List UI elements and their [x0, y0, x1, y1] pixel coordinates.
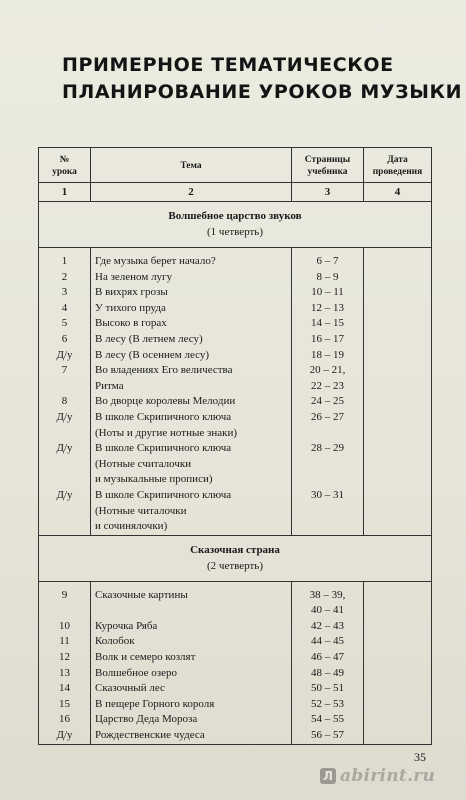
- table-row: [39, 697, 432, 713]
- lesson-number-cell: 11: [39, 634, 91, 650]
- pages-cell: [292, 457, 364, 473]
- title-line-2: ПЛАНИРОВАНИЕ УРОКОВ МУЗЫКИ: [62, 81, 463, 103]
- date-cell: [364, 472, 432, 488]
- table-row: [39, 634, 432, 650]
- lesson-number-cell: 3: [39, 285, 91, 301]
- column-number: 2: [91, 183, 292, 202]
- date-cell: [364, 441, 432, 457]
- date-cell: [364, 619, 432, 635]
- date-cell: [364, 426, 432, 442]
- lesson-number-cell: [39, 379, 91, 395]
- lesson-number-cell: Д/у: [39, 488, 91, 504]
- topic-cell: В вихрях грозы: [91, 285, 292, 301]
- lesson-number-cell: [39, 457, 91, 473]
- pages-cell: 40 – 41: [292, 603, 364, 619]
- date-cell: [364, 728, 432, 744]
- pages-cell: 44 – 45: [292, 634, 364, 650]
- topic-cell: В лесу (В осеннем лесу): [91, 348, 292, 364]
- watermark-text: abirint.ru: [340, 766, 436, 786]
- table-row: [39, 457, 432, 473]
- date-cell: [364, 666, 432, 682]
- lesson-number-cell: 8: [39, 394, 91, 410]
- pages-cell: 20 – 21,: [292, 363, 364, 379]
- lesson-number-cell: Д/у: [39, 348, 91, 364]
- table-row: [39, 379, 432, 395]
- header-row: [39, 148, 432, 183]
- lesson-number-cell: 7: [39, 363, 91, 379]
- table-row: [39, 519, 432, 535]
- pages-cell: 10 – 11: [292, 285, 364, 301]
- lesson-number-cell: 1: [39, 254, 91, 270]
- title-line-1: ПРИМЕРНОЕ ТЕМАТИЧЕСКОЕ: [62, 54, 394, 76]
- topic-cell: (Нотные читалочки: [91, 504, 292, 520]
- lesson-number-cell: [39, 603, 91, 619]
- column-number: 3: [292, 183, 364, 202]
- pages-cell: 28 – 29: [292, 441, 364, 457]
- lesson-number-cell: 9: [39, 588, 91, 604]
- table-row: [39, 301, 432, 317]
- header-topic: Тема: [91, 148, 292, 183]
- pages-cell: 38 – 39,: [292, 588, 364, 604]
- lesson-number-cell: [39, 472, 91, 488]
- lesson-number-cell: 13: [39, 666, 91, 682]
- lesson-number-cell: [39, 519, 91, 535]
- date-cell: [364, 363, 432, 379]
- pages-cell: 22 – 23: [292, 379, 364, 395]
- pages-cell: [292, 504, 364, 520]
- date-cell: [364, 394, 432, 410]
- date-cell: [364, 488, 432, 504]
- topic-cell: Рождественские чудеса: [91, 728, 292, 744]
- lesson-plan-table: [38, 147, 432, 745]
- pages-cell: 30 – 31: [292, 488, 364, 504]
- lesson-number-cell: 4: [39, 301, 91, 317]
- date-cell: [364, 254, 432, 270]
- pages-cell: 56 – 57: [292, 728, 364, 744]
- pages-cell: 50 – 51: [292, 681, 364, 697]
- date-cell: [364, 379, 432, 395]
- table-row: [39, 348, 432, 364]
- topic-cell: Курочка Ряба: [91, 619, 292, 635]
- topic-cell: (Ноты и другие нотные знаки): [91, 426, 292, 442]
- table-row: [39, 504, 432, 520]
- topic-cell: В школе Скрипичного ключа: [91, 441, 292, 457]
- lesson-number-cell: Д/у: [39, 441, 91, 457]
- lesson-number-cell: [39, 504, 91, 520]
- table-row: [39, 619, 432, 635]
- table-row: [39, 441, 432, 457]
- column-number-row: [39, 183, 432, 202]
- date-cell: [364, 681, 432, 697]
- date-cell: [364, 270, 432, 286]
- header-num: № урока: [39, 148, 91, 183]
- topic-cell: Высоко в горах: [91, 316, 292, 332]
- topic-cell: Волшебное озеро: [91, 666, 292, 682]
- page-title: [62, 52, 463, 106]
- header-date: Дата проведения: [364, 148, 432, 183]
- table-row: [39, 254, 432, 270]
- pages-cell: 24 – 25: [292, 394, 364, 410]
- topic-cell: Сказочные картины: [91, 588, 292, 604]
- date-cell: [364, 588, 432, 604]
- lesson-number-cell: 16: [39, 712, 91, 728]
- lesson-number-cell: [39, 426, 91, 442]
- section-period: (1 четверть): [207, 226, 263, 238]
- pages-cell: 12 – 13: [292, 301, 364, 317]
- topic-cell: В школе Скрипичного ключа: [91, 488, 292, 504]
- date-cell: [364, 504, 432, 520]
- section-period: (2 четверть): [207, 559, 263, 572]
- lesson-number-cell: 15: [39, 697, 91, 713]
- pages-cell: [292, 426, 364, 442]
- table-row: [39, 712, 432, 728]
- date-cell: [364, 285, 432, 301]
- column-number: 4: [364, 183, 432, 202]
- pages-cell: 18 – 19: [292, 348, 364, 364]
- section-header-row: [39, 535, 432, 581]
- pages-cell: [292, 519, 364, 535]
- table-row: [39, 270, 432, 286]
- page-number: 35: [414, 750, 426, 764]
- topic-cell: Где музыка берет начало?: [91, 254, 292, 270]
- pages-cell: [292, 472, 364, 488]
- table-body: [39, 202, 432, 745]
- pages-cell: 6 – 7: [292, 254, 364, 270]
- topic-cell: В лесу (В летнем лесу): [91, 332, 292, 348]
- table-row: [39, 332, 432, 348]
- topic-cell: Во дворце королевы Мелодии: [91, 394, 292, 410]
- topic-cell: и сочинялочки): [91, 519, 292, 535]
- topic-cell: Колобок: [91, 634, 292, 650]
- topic-cell: и музыкальные прописи): [91, 472, 292, 488]
- date-cell: [364, 650, 432, 666]
- lesson-number-cell: 14: [39, 681, 91, 697]
- topic-cell: В пещере Горного короля: [91, 697, 292, 713]
- section-header: [39, 202, 432, 248]
- lesson-number-cell: 6: [39, 332, 91, 348]
- lesson-number-cell: Д/у: [39, 410, 91, 426]
- table-row: [39, 681, 432, 697]
- lesson-number-cell: 5: [39, 316, 91, 332]
- date-cell: [364, 603, 432, 619]
- date-cell: [364, 348, 432, 364]
- table-row: [39, 363, 432, 379]
- topic-cell: Волк и семеро козлят: [91, 650, 292, 666]
- table-row: [39, 285, 432, 301]
- section-header-row: [39, 202, 432, 248]
- table-row: [39, 728, 432, 744]
- topic-cell: Царство Деда Мороза: [91, 712, 292, 728]
- section-header: [39, 535, 432, 581]
- pages-cell: 52 – 53: [292, 697, 364, 713]
- lesson-number-cell: 12: [39, 650, 91, 666]
- pages-cell: 14 – 15: [292, 316, 364, 332]
- topic-cell: Во владениях Его величества: [91, 363, 292, 379]
- date-cell: [364, 457, 432, 473]
- lesson-number-cell: 2: [39, 270, 91, 286]
- pages-cell: 16 – 17: [292, 332, 364, 348]
- header-pages: Страницы учебника: [292, 148, 364, 183]
- table-row: [39, 394, 432, 410]
- topic-cell: В школе Скрипичного ключа: [91, 410, 292, 426]
- date-cell: [364, 301, 432, 317]
- watermark: [320, 763, 460, 789]
- table-row: [39, 603, 432, 619]
- topic-cell: [91, 603, 292, 619]
- date-cell: [364, 332, 432, 348]
- table-row: [39, 472, 432, 488]
- table-row: [39, 588, 432, 604]
- topic-cell: У тихого пруда: [91, 301, 292, 317]
- date-cell: [364, 712, 432, 728]
- table-row: [39, 488, 432, 504]
- topic-cell: (Нотные считалочки: [91, 457, 292, 473]
- table-row: [39, 666, 432, 682]
- date-cell: [364, 634, 432, 650]
- pages-cell: 42 – 43: [292, 619, 364, 635]
- date-cell: [364, 316, 432, 332]
- pages-cell: 26 – 27: [292, 410, 364, 426]
- table-row: [39, 426, 432, 442]
- lesson-number-cell: Д/у: [39, 728, 91, 744]
- date-cell: [364, 519, 432, 535]
- topic-cell: Ритма: [91, 379, 292, 395]
- topic-cell: Сказочный лес: [91, 681, 292, 697]
- column-number: 1: [39, 183, 91, 202]
- section-name: Сказочная страна: [190, 543, 280, 556]
- labirint-logo-icon: Л: [320, 768, 336, 784]
- topic-cell: На зеленом лугу: [91, 270, 292, 286]
- pages-cell: 54 – 55: [292, 712, 364, 728]
- table-row: [39, 650, 432, 666]
- lesson-number-cell: 10: [39, 619, 91, 635]
- pages-cell: 8 – 9: [292, 270, 364, 286]
- table-row: [39, 410, 432, 426]
- section-name: Волшебное царство звуков: [168, 210, 302, 222]
- date-cell: [364, 697, 432, 713]
- pages-cell: 48 – 49: [292, 666, 364, 682]
- date-cell: [364, 410, 432, 426]
- table-row: [39, 316, 432, 332]
- pages-cell: 46 – 47: [292, 650, 364, 666]
